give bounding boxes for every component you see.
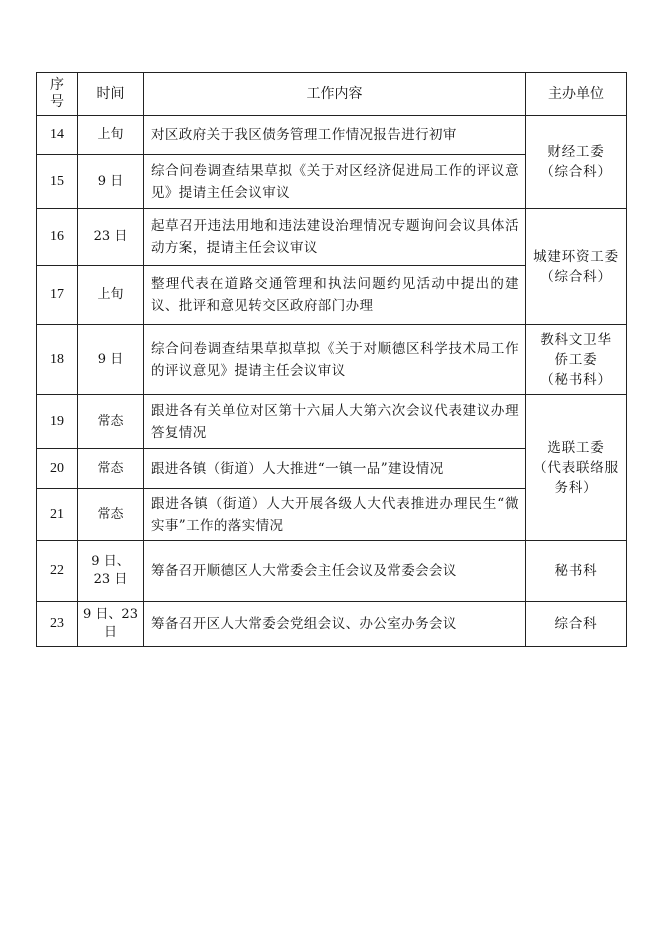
row-number: 23 bbox=[37, 602, 78, 647]
unit-secretariat: 秘书科 bbox=[526, 541, 627, 602]
header-time: 时间 bbox=[78, 73, 144, 116]
table-row bbox=[37, 325, 627, 395]
row-content: 整理代表在道路交通管理和执法问题约见活动中提出的建议、批评和意见转交区政府部门办理 bbox=[144, 266, 526, 325]
row-content: 筹备召开顺德区人大常委会主任会议及常委会会议 bbox=[144, 541, 526, 602]
table-row bbox=[37, 209, 627, 266]
header-content: 工作内容 bbox=[144, 73, 526, 116]
row-number: 14 bbox=[37, 116, 78, 155]
unit-general: 综合科 bbox=[526, 602, 627, 647]
table-row bbox=[37, 541, 627, 602]
row-number: 19 bbox=[37, 395, 78, 449]
row-content: 跟进各镇（街道）人大开展各级人大代表推进办理民生“微实事”工作的落实情况 bbox=[144, 489, 526, 541]
header-row bbox=[37, 73, 627, 116]
row-time: 9 日、23 日 bbox=[78, 602, 144, 647]
work-plan-table bbox=[36, 72, 627, 647]
table-row bbox=[37, 602, 627, 647]
row-time: 9 日、 23 日 bbox=[78, 541, 144, 602]
row-time: 常态 bbox=[78, 489, 144, 541]
row-time: 常态 bbox=[78, 395, 144, 449]
row-content: 综合问卷调查结果草拟草拟《关于对顺德区科学技术局工作的评议意见》提请主任会议审议 bbox=[144, 325, 526, 395]
row-time: 9 日 bbox=[78, 155, 144, 209]
unit-liaison: 选联工委 （代表联络服 务科） bbox=[526, 395, 627, 541]
unit-finance: 财经工委 （综合科） bbox=[526, 116, 627, 209]
row-number: 18 bbox=[37, 325, 78, 395]
row-number: 20 bbox=[37, 449, 78, 489]
header-unit: 主办单位 bbox=[526, 73, 627, 116]
row-time: 9 日 bbox=[78, 325, 144, 395]
row-time: 上旬 bbox=[78, 266, 144, 325]
row-time: 23 日 bbox=[78, 209, 144, 266]
row-number: 17 bbox=[37, 266, 78, 325]
row-content: 跟进各镇（街道）人大推进“一镇一品”建设情况 bbox=[144, 449, 526, 489]
row-number: 16 bbox=[37, 209, 78, 266]
unit-education: 教科文卫华 侨工委 （秘书科） bbox=[526, 325, 627, 395]
row-content: 对区政府关于我区债务管理工作情况报告进行初审 bbox=[144, 116, 526, 155]
row-content: 综合问卷调查结果草拟《关于对区经济促进局工作的评议意见》提请主任会议审议 bbox=[144, 155, 526, 209]
row-time: 常态 bbox=[78, 449, 144, 489]
row-content: 起草召开违法用地和违法建设治理情况专题询问会议具体活动方案，提请主任会议审议 bbox=[144, 209, 526, 266]
row-time: 上旬 bbox=[78, 116, 144, 155]
row-content: 跟进各有关单位对区第十六届人大第六次会议代表建议办理答复情况 bbox=[144, 395, 526, 449]
table-row bbox=[37, 116, 627, 155]
unit-urban: 城建环资工委 （综合科） bbox=[526, 209, 627, 325]
row-content: 筹备召开区人大常委会党组会议、办公室办务会议 bbox=[144, 602, 526, 647]
table-row bbox=[37, 395, 627, 449]
row-number: 15 bbox=[37, 155, 78, 209]
row-number: 21 bbox=[37, 489, 78, 541]
row-number: 22 bbox=[37, 541, 78, 602]
header-num: 序 号 bbox=[37, 73, 78, 116]
